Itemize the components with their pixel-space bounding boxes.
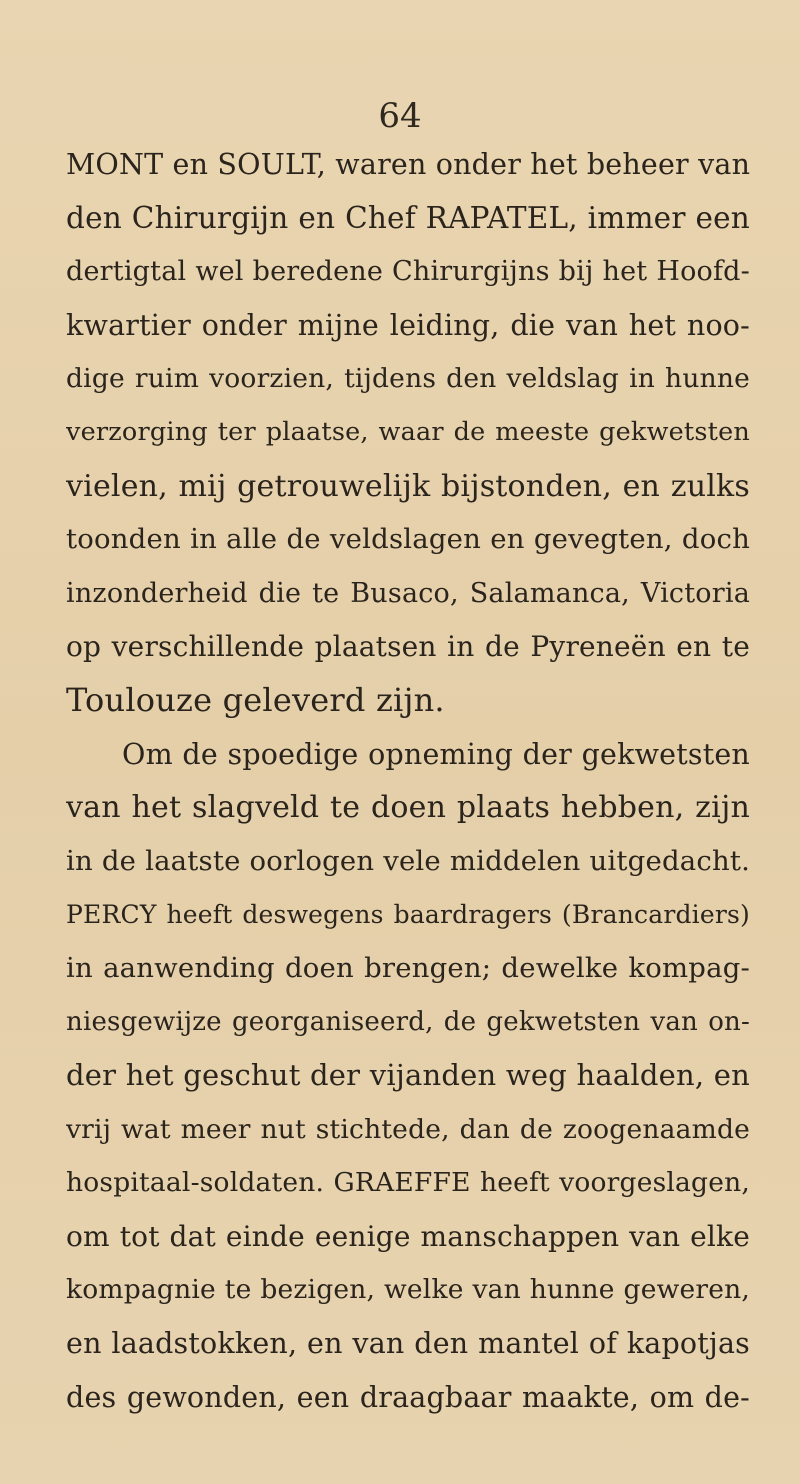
text-line: PERCY heeft deswegens baardragers (Brancardiers): [66, 900, 750, 930]
text-line: op verschillende plaatsen in de Pyreneën en te: [66, 630, 750, 664]
text-line: vrij wat meer nut stichtede, dan de zoogenaamde: [66, 1113, 750, 1145]
text-line: in de laatste oorlogen vele middelen uitgedacht.: [66, 844, 750, 877]
text-line: toonden in alle de veldslagen en gevegten, doch: [66, 523, 750, 556]
text-line: niesgewijze georganiseerd, de gekwetsten van on-: [66, 1006, 750, 1037]
text-line: hospitaal-soldaten. GRAEFFE heeft voorgeslagen,: [66, 1167, 750, 1199]
text-line: kwartier onder mijne leiding, die van het noo-: [66, 308, 750, 342]
text-line: inzonderheid die te Busaco, Salamanca, Victoria: [66, 577, 750, 609]
text-line: dige ruim voorzien, tijdens den veldslag in hunne: [66, 363, 750, 395]
text-line: verzorging ter plaatse, waar de meeste gekwetsten: [66, 416, 750, 447]
text-line: der het geschut der vijanden weg haalden, en: [66, 1058, 750, 1093]
text-line: den Chirurgijn en Chef RAPATEL, immer een: [66, 200, 750, 235]
text-line: in aanwending doen brengen; dewelke kompag-: [66, 951, 750, 984]
body-text: [66, 138, 750, 1424]
text-line: dertigtal wel beredene Chirurgijns bij het Hoofd-: [66, 256, 750, 288]
text-line: Om de spoedige opneming der gekwetsten: [122, 737, 750, 771]
text-line: des gewonden, een draagbaar maakte, om de-: [66, 1380, 750, 1414]
text-line: Toulouze geleverd zijn.: [66, 680, 445, 719]
text-line: kompagnie te bezigen, welke van hunne geweren,: [66, 1274, 750, 1306]
text-line: MONT en SOULT, waren onder het beheer van: [66, 148, 750, 181]
page-number: 64: [378, 96, 422, 136]
text-line: om tot dat einde eenige manschappen van elke: [66, 1219, 750, 1253]
text-line: vielen, mij getrouwelijk bijstonden, en zulks: [66, 468, 750, 504]
text-line: van het slagveld te doen plaats hebben, zijn: [66, 790, 750, 826]
text-line: en laadstokken, en van den mantel of kapotjas: [66, 1327, 750, 1361]
